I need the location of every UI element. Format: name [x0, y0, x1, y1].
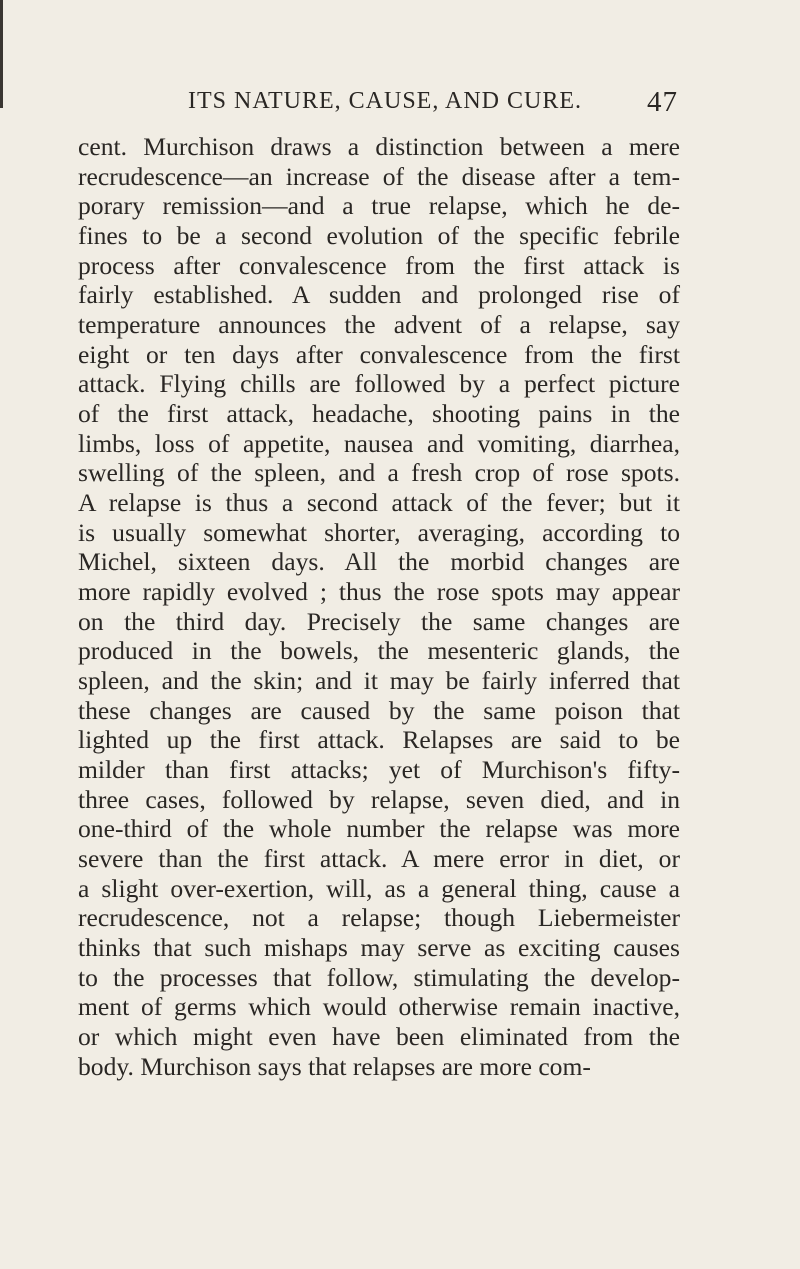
text-line: lighted up the first attack. Relapses are said to be: [78, 725, 680, 755]
text-line: more rapidly evolved ; thus the rose spots may appear: [78, 577, 680, 607]
text-line: produced in the bowels, the mesenteric glands, the: [78, 636, 680, 666]
text-line: recrudescence—an increase of the disease after a tem-: [78, 161, 680, 191]
running-header: [188, 88, 678, 118]
text-line: thinks that such mishaps may serve as exciting causes: [78, 933, 680, 963]
text-line: ment of germs which would otherwise remain inactive,: [78, 992, 680, 1022]
text-line: limbs, loss of appetite, nausea and vomiting, diarrhea,: [78, 428, 680, 458]
text-line: temperature announces the advent of a relapse, say: [78, 310, 680, 340]
text-line: eight or ten days after convalescence from the first: [78, 339, 680, 369]
text-line: is usually somewhat shorter, averaging, according to: [78, 517, 680, 547]
text-line: porary remission—and a true relapse, which he de-: [78, 191, 680, 221]
text-line: body. Murchison says that relapses are more com-: [78, 1051, 591, 1081]
body-text: [78, 132, 680, 1082]
text-line: to the processes that follow, stimulating the develop-: [78, 962, 680, 992]
text-line: or which might even have been eliminated from the: [78, 1022, 680, 1052]
text-line: of the first attack, headache, shooting pains in the: [78, 399, 680, 429]
text-line: fines to be a second evolution of the specific febrile: [78, 221, 680, 251]
text-line: severe than the first attack. A mere error in diet, or: [78, 844, 680, 874]
text-line: swelling of the spleen, and a fresh crop of rose spots.: [78, 458, 680, 488]
text-line: one-third of the whole number the relapse was more: [78, 814, 680, 844]
text-line: fairly established. A sudden and prolonged rise of: [78, 280, 680, 310]
text-line: recrudescence, not a relapse; though Liebermeister: [78, 903, 680, 933]
text-line: Michel, sixteen days. All the morbid changes are: [78, 547, 680, 577]
page-edge-rule: [0, 0, 3, 108]
text-line: these changes are caused by the same poison that: [78, 695, 680, 725]
running-title: ITS NATURE, CAUSE, AND CURE.: [188, 88, 583, 114]
text-line: process after convalescence from the first attack is: [78, 250, 680, 280]
text-line: on the third day. Precisely the same changes are: [78, 606, 680, 636]
page-number: 47: [647, 86, 678, 118]
text-line: three cases, followed by relapse, seven died, and in: [78, 784, 680, 814]
text-line: cent. Murchison draws a distinction between a mere: [78, 132, 680, 161]
text-line: a slight over-exertion, will, as a general thing, cause a: [78, 873, 680, 903]
text-line: spleen, and the skin; and it may be fairly inferred that: [78, 666, 680, 696]
text-line: A relapse is thus a second attack of the fever; but it: [78, 488, 680, 518]
text-line: milder than first attacks; yet of Murchison's fifty-: [78, 755, 680, 785]
text-line: attack. Flying chills are followed by a perfect picture: [78, 369, 680, 399]
